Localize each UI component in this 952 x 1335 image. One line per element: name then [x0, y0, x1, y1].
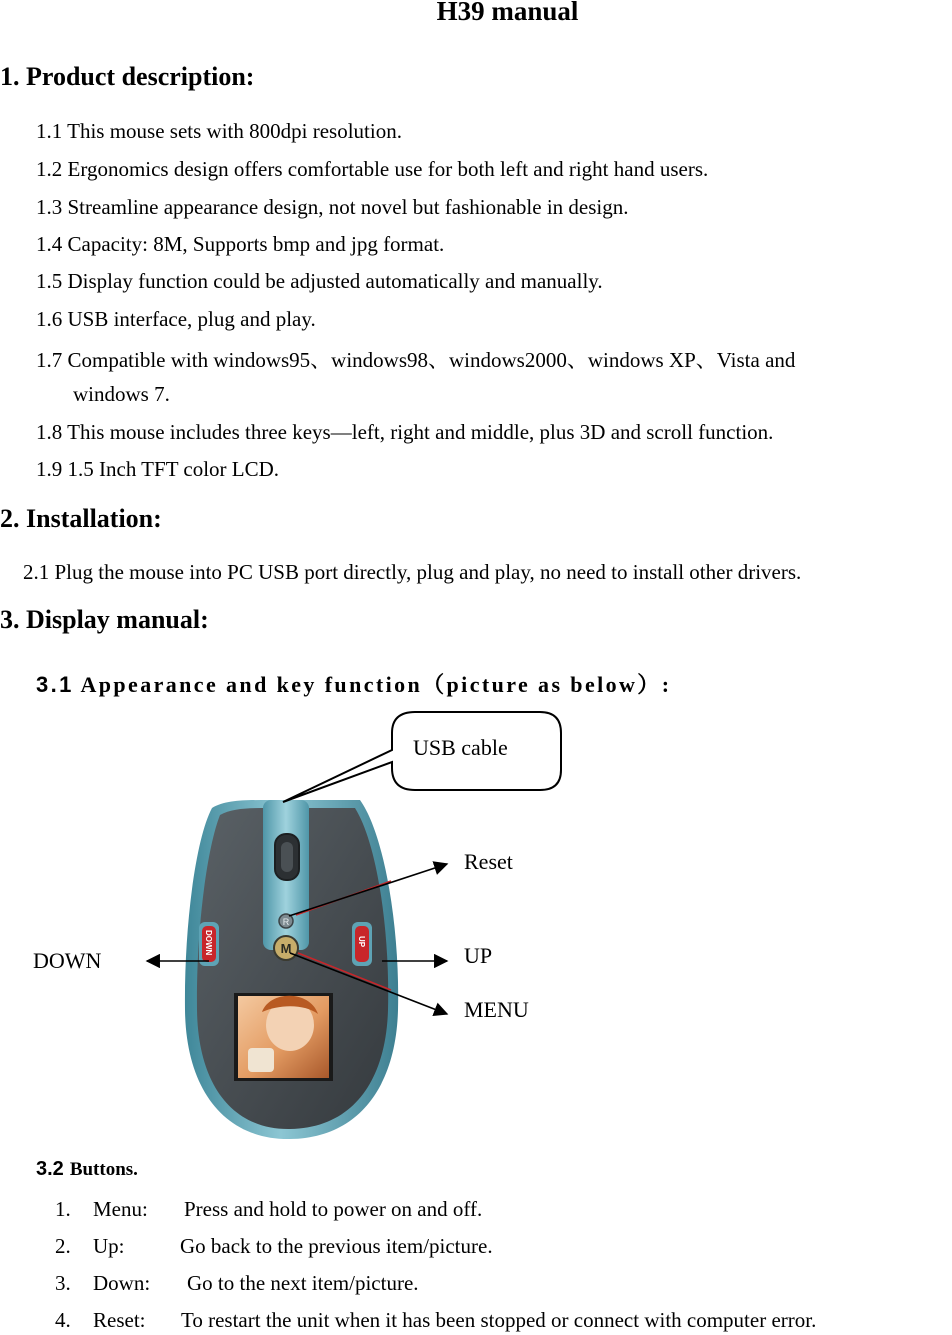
button-description: Go to the next item/picture. — [187, 1271, 419, 1295]
button-description: To restart the unit when it has been stopped or connect with computer error. — [181, 1308, 817, 1332]
section-3-heading: 3. Display manual: — [0, 605, 209, 634]
button-name: Down: — [93, 1271, 151, 1295]
row-number: 1. — [55, 1197, 71, 1221]
down-key-label: DOWN — [204, 930, 213, 956]
down-label: DOWN — [33, 948, 102, 973]
row-number: 3. — [55, 1271, 71, 1295]
up-key[interactable] — [352, 922, 372, 966]
subsection-title: Appearance and key function（picture as below）: — [80, 672, 672, 697]
page-title: H39 manual — [436, 0, 579, 26]
mouse-body — [185, 800, 398, 1139]
subsection-number: 3.1 — [36, 672, 74, 697]
menu-label: MENU — [464, 997, 529, 1022]
subsection-3-1-heading — [36, 668, 671, 699]
section-2-heading: 2. Installation: — [0, 504, 162, 533]
lcd-screen — [234, 993, 333, 1081]
down-key[interactable] — [199, 922, 219, 966]
list-item: 1.3 Streamline appearance design, not novel but fashionable in design. — [36, 195, 629, 219]
up-key-label: UP — [357, 936, 366, 948]
list-item-continuation: windows 7. — [73, 382, 170, 406]
subsection-3-2-heading — [36, 1158, 138, 1181]
button-name: Reset: — [93, 1308, 146, 1332]
list-item: 1.2 Ergonomics design offers comfortable use for both left and right hand users. — [36, 157, 709, 181]
button-row-reset — [55, 1308, 950, 1334]
button-row-menu — [55, 1197, 935, 1223]
button-row-down — [55, 1271, 935, 1297]
mouse-diagram — [0, 700, 952, 1150]
list-item: 1.1 This mouse sets with 800dpi resolution. — [36, 119, 402, 143]
reset-label: Reset — [464, 849, 513, 874]
up-label: UP — [464, 943, 493, 968]
list-item: 1.5 Display function could be adjusted automatically and manually. — [36, 269, 603, 293]
button-description: Press and hold to power on and off. — [184, 1197, 483, 1221]
menu-key-label: M — [280, 941, 292, 956]
menu-key[interactable] — [274, 936, 298, 960]
usb-cable-callout — [283, 712, 561, 802]
list-item: 1.9 1.5 Inch TFT color LCD. — [36, 457, 280, 481]
button-row-up — [55, 1234, 935, 1260]
subsection-title: Buttons. — [69, 1159, 138, 1180]
button-description: Go back to the previous item/picture. — [180, 1234, 493, 1258]
subsection-number: 3.2 — [36, 1158, 64, 1180]
list-item: 1.7 Compatible with windows95、windows98、windows2000、windows XP、Vista and — [36, 348, 796, 372]
list-item: 1.4 Capacity: 8M, Supports bmp and jpg format. — [36, 232, 445, 256]
button-name: Menu: — [93, 1197, 148, 1221]
button-name: Up: — [93, 1234, 125, 1258]
row-number: 2. — [55, 1234, 71, 1258]
section-1-heading: 1. Product description: — [0, 62, 255, 91]
list-item: 1.8 This mouse includes three keys—left, right and middle, plus 3D and scroll function. — [36, 420, 774, 444]
list-item: 2.1 Plug the mouse into PC USB port directly, plug and play, no need to install other drivers. — [23, 560, 802, 584]
usb-cable-label: USB cable — [413, 735, 508, 760]
reset-key-label: R — [282, 917, 290, 927]
row-number: 4. — [55, 1308, 71, 1332]
list-item: 1.6 USB interface, plug and play. — [36, 307, 316, 331]
